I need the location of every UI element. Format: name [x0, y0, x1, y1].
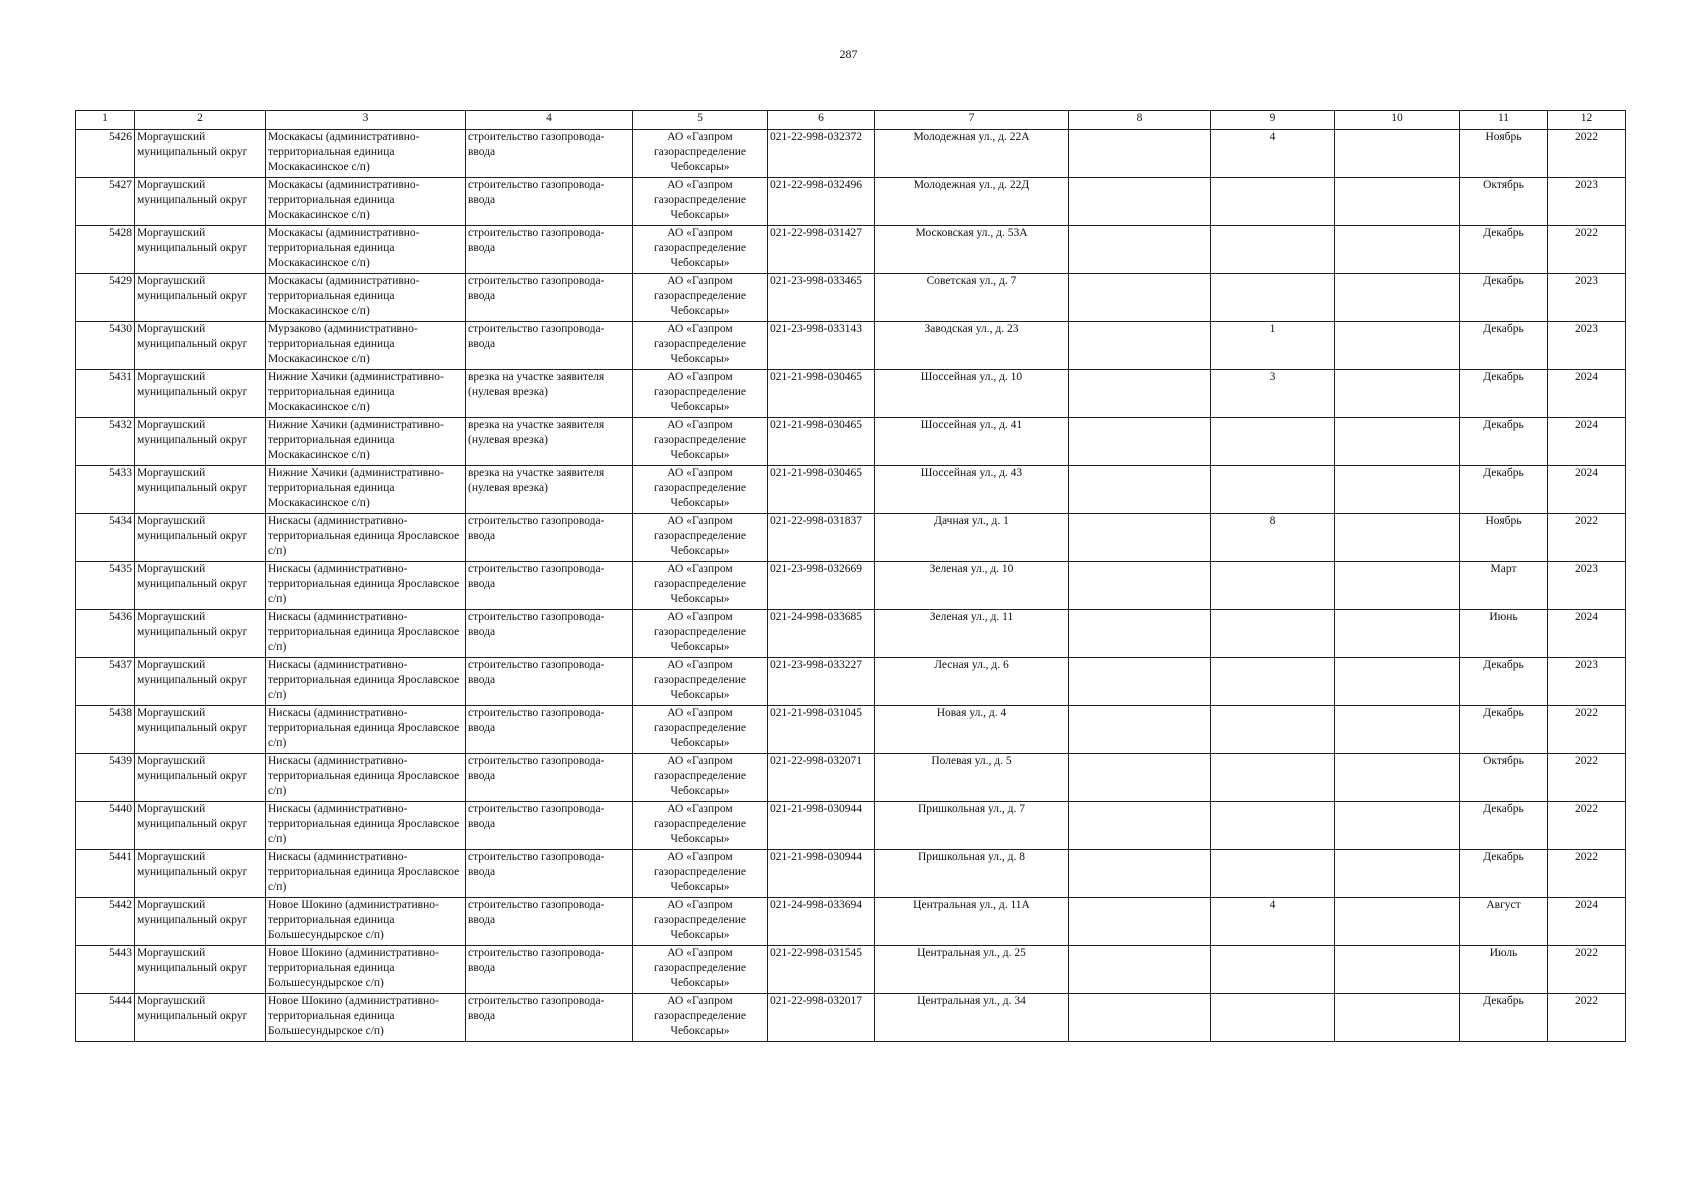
- cell-col-9: [1211, 994, 1335, 1042]
- cell-municipality: Моргаушский муниципальный округ: [135, 466, 266, 514]
- cell-col-9: [1211, 418, 1335, 466]
- cell-year: 2023: [1548, 562, 1626, 610]
- cell-col-10: [1335, 178, 1460, 226]
- cell-settlement: Нискасы (административно-территориальная единица Ярославское с/п): [266, 754, 466, 802]
- cell-settlement: Нискасы (административно-территориальная единица Ярославское с/п): [266, 658, 466, 706]
- table-row: [76, 802, 1626, 850]
- cell-address: Центральная ул., д. 25: [875, 946, 1069, 994]
- cell-settlement: Москакасы (административно-территориальная единица Москакасинское с/п): [266, 130, 466, 178]
- table-row: [76, 514, 1626, 562]
- cell-organization: АО «Газпром газораспределение Чебоксары»: [633, 370, 768, 418]
- cell-col-10: [1335, 418, 1460, 466]
- cell-row-number: 5441: [76, 850, 135, 898]
- cell-row-number: 5444: [76, 994, 135, 1042]
- table-row: [76, 322, 1626, 370]
- cell-address: Молодежная ул., д. 22А: [875, 130, 1069, 178]
- cell-col-9: [1211, 466, 1335, 514]
- cell-col-10: [1335, 658, 1460, 706]
- cell-month: Декабрь: [1460, 994, 1548, 1042]
- registry-table: [75, 110, 1626, 1042]
- cell-organization: АО «Газпром газораспределение Чебоксары»: [633, 514, 768, 562]
- cell-month: Ноябрь: [1460, 130, 1548, 178]
- cell-organization: АО «Газпром газораспределение Чебоксары»: [633, 178, 768, 226]
- cell-month: Июнь: [1460, 610, 1548, 658]
- cell-col-9: [1211, 754, 1335, 802]
- cell-col-8: [1069, 802, 1211, 850]
- cell-row-number: 5439: [76, 754, 135, 802]
- cell-col-10: [1335, 706, 1460, 754]
- cell-work-type: строительство газопровода-ввода: [466, 754, 633, 802]
- cell-address: Шоссейная ул., д. 10: [875, 370, 1069, 418]
- cell-work-type: врезка на участке заявителя (нулевая врезка): [466, 370, 633, 418]
- cell-col-8: [1069, 466, 1211, 514]
- cell-col-8: [1069, 418, 1211, 466]
- cell-col-9: 4: [1211, 898, 1335, 946]
- cell-col-8: [1069, 994, 1211, 1042]
- cell-year: 2024: [1548, 418, 1626, 466]
- cell-settlement: Новое Шокино (административно-территориальная единица Большесундырское с/п): [266, 898, 466, 946]
- cell-col-8: [1069, 562, 1211, 610]
- cell-settlement: Нижние Хачики (административно-территориальная единица Москакасинское с/п): [266, 370, 466, 418]
- cell-address: Полевая ул., д. 5: [875, 754, 1069, 802]
- table-row: [76, 562, 1626, 610]
- cell-organization: АО «Газпром газораспределение Чебоксары»: [633, 274, 768, 322]
- cell-col-8: [1069, 370, 1211, 418]
- cell-col-9: [1211, 274, 1335, 322]
- cell-contract-number: 021-21-998-030465: [768, 370, 875, 418]
- cell-col-10: [1335, 514, 1460, 562]
- cell-year: 2023: [1548, 322, 1626, 370]
- cell-col-8: [1069, 226, 1211, 274]
- table-row: [76, 466, 1626, 514]
- cell-row-number: 5437: [76, 658, 135, 706]
- cell-row-number: 5432: [76, 418, 135, 466]
- cell-municipality: Моргаушский муниципальный округ: [135, 130, 266, 178]
- cell-row-number: 5443: [76, 946, 135, 994]
- cell-year: 2023: [1548, 658, 1626, 706]
- cell-municipality: Моргаушский муниципальный округ: [135, 226, 266, 274]
- cell-year: 2022: [1548, 850, 1626, 898]
- table-row: [76, 946, 1626, 994]
- column-header-5: 5: [633, 111, 768, 130]
- cell-contract-number: 021-21-998-030944: [768, 802, 875, 850]
- column-header-3: 3: [266, 111, 466, 130]
- cell-year: 2022: [1548, 802, 1626, 850]
- cell-year: 2024: [1548, 466, 1626, 514]
- cell-col-10: [1335, 850, 1460, 898]
- cell-col-9: [1211, 610, 1335, 658]
- cell-contract-number: 021-23-998-033143: [768, 322, 875, 370]
- cell-contract-number: 021-22-998-032017: [768, 994, 875, 1042]
- cell-organization: АО «Газпром газораспределение Чебоксары»: [633, 706, 768, 754]
- page-number: 287: [839, 47, 858, 61]
- cell-municipality: Моргаушский муниципальный округ: [135, 514, 266, 562]
- cell-month: Декабрь: [1460, 802, 1548, 850]
- cell-year: 2022: [1548, 514, 1626, 562]
- cell-row-number: 5433: [76, 466, 135, 514]
- cell-year: 2022: [1548, 706, 1626, 754]
- cell-month: Декабрь: [1460, 706, 1548, 754]
- cell-address: Зеленая ул., д. 10: [875, 562, 1069, 610]
- cell-work-type: строительство газопровода-ввода: [466, 706, 633, 754]
- cell-year: 2022: [1548, 946, 1626, 994]
- cell-organization: АО «Газпром газораспределение Чебоксары»: [633, 418, 768, 466]
- cell-work-type: врезка на участке заявителя (нулевая врезка): [466, 418, 633, 466]
- cell-col-10: [1335, 946, 1460, 994]
- cell-address: Дачная ул., д. 1: [875, 514, 1069, 562]
- cell-row-number: 5436: [76, 610, 135, 658]
- cell-col-9: 1: [1211, 322, 1335, 370]
- cell-col-10: [1335, 370, 1460, 418]
- cell-contract-number: 021-22-998-032372: [768, 130, 875, 178]
- cell-month: Октябрь: [1460, 754, 1548, 802]
- cell-municipality: Моргаушский муниципальный округ: [135, 418, 266, 466]
- cell-settlement: Нижние Хачики (административно-территориальная единица Москакасинское с/п): [266, 466, 466, 514]
- cell-year: 2023: [1548, 178, 1626, 226]
- cell-col-8: [1069, 946, 1211, 994]
- table-row: [76, 370, 1626, 418]
- cell-settlement: Москакасы (административно-территориальная единица Москакасинское с/п): [266, 178, 466, 226]
- cell-month: Март: [1460, 562, 1548, 610]
- cell-col-8: [1069, 658, 1211, 706]
- cell-settlement: Нискасы (административно-территориальная единица Ярославское с/п): [266, 706, 466, 754]
- cell-col-9: 8: [1211, 514, 1335, 562]
- cell-municipality: Моргаушский муниципальный округ: [135, 802, 266, 850]
- cell-work-type: строительство газопровода-ввода: [466, 946, 633, 994]
- cell-col-8: [1069, 706, 1211, 754]
- cell-work-type: строительство газопровода-ввода: [466, 610, 633, 658]
- cell-col-8: [1069, 178, 1211, 226]
- cell-contract-number: 021-22-998-031427: [768, 226, 875, 274]
- table-row: [76, 658, 1626, 706]
- cell-contract-number: 021-21-998-030944: [768, 850, 875, 898]
- cell-work-type: строительство газопровода-ввода: [466, 514, 633, 562]
- table-row: [76, 418, 1626, 466]
- cell-address: Московская ул., д. 53А: [875, 226, 1069, 274]
- cell-month: Декабрь: [1460, 226, 1548, 274]
- cell-col-10: [1335, 754, 1460, 802]
- cell-col-10: [1335, 274, 1460, 322]
- cell-col-8: [1069, 322, 1211, 370]
- cell-col-10: [1335, 562, 1460, 610]
- table-row: [76, 898, 1626, 946]
- cell-address: Пришкольная ул., д. 7: [875, 802, 1069, 850]
- column-header-11: 11: [1460, 111, 1548, 130]
- cell-month: Декабрь: [1460, 466, 1548, 514]
- cell-work-type: строительство газопровода-ввода: [466, 322, 633, 370]
- cell-col-8: [1069, 514, 1211, 562]
- cell-address: Центральная ул., д. 11А: [875, 898, 1069, 946]
- cell-municipality: Моргаушский муниципальный округ: [135, 754, 266, 802]
- cell-col-9: [1211, 802, 1335, 850]
- cell-month: Декабрь: [1460, 370, 1548, 418]
- cell-organization: АО «Газпром газораспределение Чебоксары»: [633, 898, 768, 946]
- column-header-7: 7: [875, 111, 1069, 130]
- cell-settlement: Нижние Хачики (административно-территориальная единица Москакасинское с/п): [266, 418, 466, 466]
- cell-month: Декабрь: [1460, 658, 1548, 706]
- cell-year: 2023: [1548, 274, 1626, 322]
- cell-municipality: Моргаушский муниципальный округ: [135, 178, 266, 226]
- cell-contract-number: 021-24-998-033694: [768, 898, 875, 946]
- cell-address: Советская ул., д. 7: [875, 274, 1069, 322]
- cell-col-8: [1069, 850, 1211, 898]
- cell-settlement: Нискасы (административно-территориальная единица Ярославское с/п): [266, 850, 466, 898]
- cell-col-10: [1335, 610, 1460, 658]
- cell-col-9: [1211, 226, 1335, 274]
- cell-address: Шоссейная ул., д. 43: [875, 466, 1069, 514]
- cell-row-number: 5431: [76, 370, 135, 418]
- cell-contract-number: 021-21-998-030465: [768, 418, 875, 466]
- cell-settlement: Нискасы (административно-территориальная единица Ярославское с/п): [266, 562, 466, 610]
- cell-col-8: [1069, 130, 1211, 178]
- cell-municipality: Моргаушский муниципальный округ: [135, 850, 266, 898]
- cell-col-9: 3: [1211, 370, 1335, 418]
- table-row: [76, 610, 1626, 658]
- column-header-8: 8: [1069, 111, 1211, 130]
- cell-work-type: строительство газопровода-ввода: [466, 850, 633, 898]
- header-row: [76, 111, 1626, 130]
- table-row: [76, 274, 1626, 322]
- cell-municipality: Моргаушский муниципальный округ: [135, 898, 266, 946]
- cell-col-9: [1211, 178, 1335, 226]
- cell-organization: АО «Газпром газораспределение Чебоксары»: [633, 562, 768, 610]
- cell-month: Ноябрь: [1460, 514, 1548, 562]
- cell-col-8: [1069, 754, 1211, 802]
- cell-col-8: [1069, 274, 1211, 322]
- cell-organization: АО «Газпром газораспределение Чебоксары»: [633, 226, 768, 274]
- cell-row-number: 5428: [76, 226, 135, 274]
- cell-address: Зеленая ул., д. 11: [875, 610, 1069, 658]
- cell-organization: АО «Газпром газораспределение Чебоксары»: [633, 946, 768, 994]
- cell-work-type: врезка на участке заявителя (нулевая врезка): [466, 466, 633, 514]
- cell-work-type: строительство газопровода-ввода: [466, 274, 633, 322]
- cell-municipality: Моргаушский муниципальный округ: [135, 994, 266, 1042]
- cell-month: Декабрь: [1460, 322, 1548, 370]
- table-row: [76, 706, 1626, 754]
- cell-settlement: Нискасы (административно-территориальная единица Ярославское с/п): [266, 802, 466, 850]
- cell-contract-number: 021-23-998-032669: [768, 562, 875, 610]
- cell-municipality: Моргаушский муниципальный округ: [135, 562, 266, 610]
- cell-organization: АО «Газпром газораспределение Чебоксары»: [633, 850, 768, 898]
- cell-work-type: строительство газопровода-ввода: [466, 898, 633, 946]
- cell-col-8: [1069, 610, 1211, 658]
- cell-settlement: Нискасы (административно-территориальная единица Ярославское с/п): [266, 514, 466, 562]
- cell-address: Новая ул., д. 4: [875, 706, 1069, 754]
- cell-year: 2022: [1548, 754, 1626, 802]
- cell-col-10: [1335, 898, 1460, 946]
- cell-contract-number: 021-22-998-031545: [768, 946, 875, 994]
- column-header-6: 6: [768, 111, 875, 130]
- cell-col-9: [1211, 658, 1335, 706]
- cell-settlement: Нискасы (административно-территориальная единица Ярославское с/п): [266, 610, 466, 658]
- cell-organization: АО «Газпром газораспределение Чебоксары»: [633, 610, 768, 658]
- cell-settlement: Москакасы (административно-территориальная единица Москакасинское с/п): [266, 226, 466, 274]
- cell-contract-number: 021-23-998-033227: [768, 658, 875, 706]
- cell-organization: АО «Газпром газораспределение Чебоксары»: [633, 994, 768, 1042]
- cell-organization: АО «Газпром газораспределение Чебоксары»: [633, 802, 768, 850]
- table-row: [76, 178, 1626, 226]
- cell-contract-number: 021-22-998-031837: [768, 514, 875, 562]
- cell-month: Октябрь: [1460, 178, 1548, 226]
- cell-col-8: [1069, 898, 1211, 946]
- cell-work-type: строительство газопровода-ввода: [466, 562, 633, 610]
- cell-col-9: [1211, 946, 1335, 994]
- cell-organization: АО «Газпром газораспределение Чебоксары»: [633, 130, 768, 178]
- cell-organization: АО «Газпром газораспределение Чебоксары»: [633, 754, 768, 802]
- cell-work-type: строительство газопровода-ввода: [466, 802, 633, 850]
- column-header-12: 12: [1548, 111, 1626, 130]
- cell-contract-number: 021-24-998-033685: [768, 610, 875, 658]
- cell-col-10: [1335, 994, 1460, 1042]
- cell-municipality: Моргаушский муниципальный округ: [135, 946, 266, 994]
- cell-row-number: 5426: [76, 130, 135, 178]
- cell-organization: АО «Газпром газораспределение Чебоксары»: [633, 466, 768, 514]
- cell-settlement: Новое Шокино (административно-территориальная единица Большесундырское с/п): [266, 994, 466, 1042]
- cell-year: 2024: [1548, 370, 1626, 418]
- cell-col-10: [1335, 226, 1460, 274]
- cell-col-10: [1335, 130, 1460, 178]
- cell-col-9: [1211, 850, 1335, 898]
- cell-col-10: [1335, 802, 1460, 850]
- cell-address: Заводская ул., д. 23: [875, 322, 1069, 370]
- cell-row-number: 5440: [76, 802, 135, 850]
- cell-year: 2022: [1548, 994, 1626, 1042]
- cell-work-type: строительство газопровода-ввода: [466, 178, 633, 226]
- cell-month: Июль: [1460, 946, 1548, 994]
- cell-col-9: [1211, 562, 1335, 610]
- cell-month: Август: [1460, 898, 1548, 946]
- cell-month: Декабрь: [1460, 418, 1548, 466]
- cell-work-type: строительство газопровода-ввода: [466, 994, 633, 1042]
- cell-address: Лесная ул., д. 6: [875, 658, 1069, 706]
- column-header-10: 10: [1335, 111, 1460, 130]
- cell-address: Молодежная ул., д. 22Д: [875, 178, 1069, 226]
- cell-row-number: 5438: [76, 706, 135, 754]
- table-body: [76, 130, 1626, 1042]
- column-header-1: 1: [76, 111, 135, 130]
- cell-year: 2024: [1548, 898, 1626, 946]
- cell-year: 2024: [1548, 610, 1626, 658]
- table-row: [76, 130, 1626, 178]
- cell-row-number: 5430: [76, 322, 135, 370]
- cell-contract-number: 021-21-998-031045: [768, 706, 875, 754]
- cell-address: Пришкольная ул., д. 8: [875, 850, 1069, 898]
- cell-row-number: 5442: [76, 898, 135, 946]
- cell-year: 2022: [1548, 226, 1626, 274]
- cell-contract-number: 021-23-998-033465: [768, 274, 875, 322]
- cell-work-type: строительство газопровода-ввода: [466, 658, 633, 706]
- cell-address: Шоссейная ул., д. 41: [875, 418, 1069, 466]
- cell-municipality: Моргаушский муниципальный округ: [135, 322, 266, 370]
- cell-work-type: строительство газопровода-ввода: [466, 226, 633, 274]
- cell-municipality: Моргаушский муниципальный округ: [135, 370, 266, 418]
- cell-row-number: 5427: [76, 178, 135, 226]
- cell-contract-number: 021-22-998-032071: [768, 754, 875, 802]
- cell-municipality: Моргаушский муниципальный округ: [135, 658, 266, 706]
- cell-month: Декабрь: [1460, 850, 1548, 898]
- column-header-4: 4: [466, 111, 633, 130]
- cell-settlement: Мурзаково (административно-территориальная единица Москакасинское с/п): [266, 322, 466, 370]
- table-row: [76, 850, 1626, 898]
- table-row: [76, 226, 1626, 274]
- cell-year: 2022: [1548, 130, 1626, 178]
- cell-col-9: [1211, 706, 1335, 754]
- cell-contract-number: 021-22-998-032496: [768, 178, 875, 226]
- cell-month: Декабрь: [1460, 274, 1548, 322]
- column-header-9: 9: [1211, 111, 1335, 130]
- cell-col-9: 4: [1211, 130, 1335, 178]
- cell-col-10: [1335, 466, 1460, 514]
- cell-col-10: [1335, 322, 1460, 370]
- cell-row-number: 5435: [76, 562, 135, 610]
- cell-municipality: Моргаушский муниципальный округ: [135, 610, 266, 658]
- cell-work-type: строительство газопровода-ввода: [466, 130, 633, 178]
- column-header-2: 2: [135, 111, 266, 130]
- cell-municipality: Моргаушский муниципальный округ: [135, 706, 266, 754]
- cell-contract-number: 021-21-998-030465: [768, 466, 875, 514]
- cell-organization: АО «Газпром газораспределение Чебоксары»: [633, 658, 768, 706]
- cell-row-number: 5429: [76, 274, 135, 322]
- cell-settlement: Москакасы (административно-территориальная единица Москакасинское с/п): [266, 274, 466, 322]
- table-row: [76, 754, 1626, 802]
- table-row: [76, 994, 1626, 1042]
- cell-row-number: 5434: [76, 514, 135, 562]
- cell-address: Центральная ул., д. 34: [875, 994, 1069, 1042]
- cell-municipality: Моргаушский муниципальный округ: [135, 274, 266, 322]
- cell-organization: АО «Газпром газораспределение Чебоксары»: [633, 322, 768, 370]
- cell-settlement: Новое Шокино (административно-территориальная единица Большесундырское с/п): [266, 946, 466, 994]
